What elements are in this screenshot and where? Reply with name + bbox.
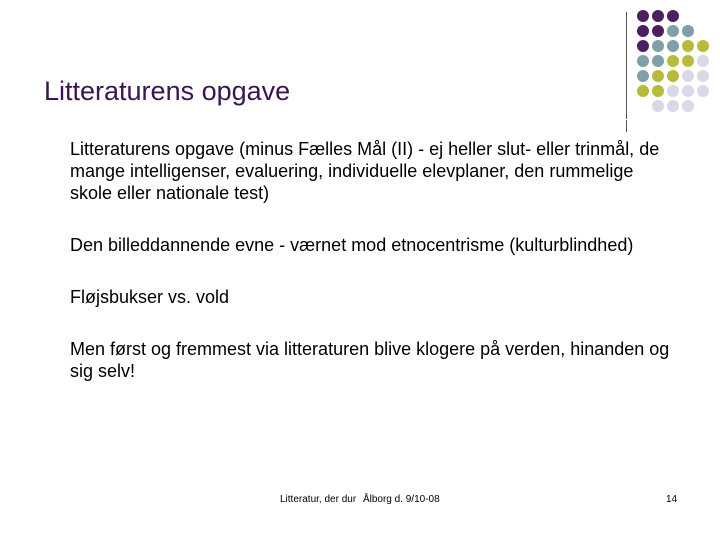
decorative-dot [682,100,694,112]
decorative-dot [697,40,709,52]
decorative-dot [667,55,679,67]
decorative-dot [652,55,664,67]
decorative-dot [697,85,709,97]
bullet-text: (minus Fælles Mål (II) - ej heller slut- eller trinmål, de mange intelligenser, evaluering, individuelle elevplaner, den rummelige skole eller nationale test) [70,139,660,203]
bullet-item [70,286,670,308]
decorative-dot [652,25,664,37]
bullet-text: Men først og fremmest via litteraturen blive klogere på verden, hinanden og sig selv! [70,339,670,381]
decorative-dot [637,10,649,22]
decorative-dot [667,40,679,52]
decorative-dot [697,70,709,82]
horizontal-divider [18,119,628,120]
decorative-dot [682,85,694,97]
decorative-dot [667,70,679,82]
decorative-dot [667,100,679,112]
bullet-lead: Den billeddannende evne [70,235,275,255]
bullet-text: - værnet mod etnocentrisme (kulturblindhed) [274,235,634,255]
decorative-dot [667,85,679,97]
decorative-dot [652,10,664,22]
decorative-dot [652,70,664,82]
bullet-lead: Litteraturens opgave [70,139,235,159]
decorative-dot [682,40,694,52]
decorative-dot [652,85,664,97]
decorative-dot [637,55,649,67]
decorative-dot [682,55,694,67]
slide-title: Litteraturens opgave [44,76,291,106]
page-number: 14 [666,494,678,505]
decorative-dot [637,70,649,82]
bullet-item [70,338,670,382]
bullet-lead: Fløjsbukser vs. vold [70,287,230,307]
decorative-dot [682,25,694,37]
bullet-item [70,234,670,256]
footer-left: Litteratur, der dur [280,494,357,505]
decorative-dot [652,40,664,52]
bullet-item [70,138,670,204]
dot-grid-icon [637,10,717,120]
decorative-dot [637,85,649,97]
decorative-dot [697,55,709,67]
vertical-divider [626,12,627,132]
decorative-dot [667,10,679,22]
decorative-dot [637,40,649,52]
bullet-list [70,138,670,412]
decorative-dot [667,25,679,37]
decorative-dot [652,100,664,112]
decorative-dot [637,25,649,37]
footer-right: Ålborg d. 9/10-08 [362,494,440,505]
decorative-dot [682,70,694,82]
footer [280,494,444,505]
